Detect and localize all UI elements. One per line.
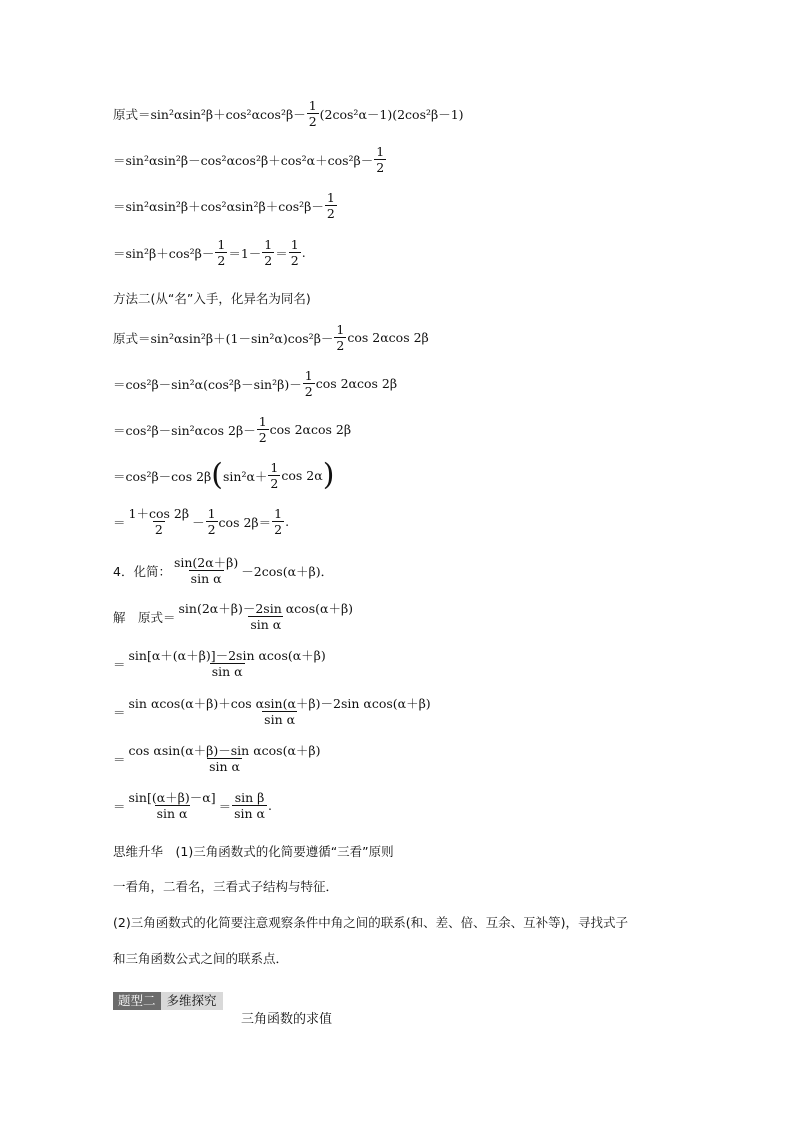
section-subtitle: 三角函数的求值: [241, 1012, 333, 1027]
expr: ＝cos²β－sin²α(cos²β－sin²β)－: [113, 376, 302, 392]
summary-line2: 一看角，二看名，三看式子结构与特征．: [113, 879, 339, 894]
section-tag-kind: 多维探究: [161, 992, 223, 1010]
fraction-half: $\frac{1}{2}$: [258, 414, 267, 445]
expr: (2cos²α－1)(2cos²β－1): [319, 106, 464, 122]
method2-line4: [113, 457, 335, 493]
fraction: $\frac{\text{sin β}}{\text{sin α}}$: [234, 790, 266, 821]
solution-label: 解 原式＝: [113, 609, 176, 625]
solution4-line2: [113, 648, 329, 679]
expr: ＝sin²β＋cos²β－: [113, 245, 215, 261]
solution4-line3: [113, 696, 434, 727]
method2-line1: [113, 322, 429, 353]
expr: ＝: [113, 751, 126, 767]
section-tag-type: 题型二: [113, 992, 161, 1010]
fraction-half: $\frac{1}{2}$: [326, 190, 335, 221]
method1-line1: [113, 98, 464, 129]
expr: ＝: [113, 656, 126, 672]
solution4-line4: [113, 743, 324, 774]
expr: .: [301, 245, 306, 260]
method2-line3: [113, 414, 351, 445]
expr: ＝1－: [228, 245, 262, 261]
fraction-half: $\frac{1}{2}$: [376, 144, 385, 175]
fraction: $\frac{1+\cos 2\beta}{2}$: [128, 506, 190, 537]
fraction: $\frac{\sin[(\alpha+\beta)-\alpha]}{\text{sin α}}$: [128, 790, 216, 821]
expr: ＝: [113, 798, 126, 814]
summary-line1: 思维升华 (1)三角函数式的化简要遵循“三看”原则: [113, 844, 394, 859]
expr: cos 2β＝: [218, 514, 272, 530]
fraction-half: $\frac{1}{2}$: [308, 98, 317, 129]
method2-line5: [113, 506, 289, 537]
expr: cos 2αcos 2β: [347, 330, 429, 345]
method1-line2: [113, 144, 387, 175]
expr: ＝cos²β－cos 2β: [113, 468, 212, 484]
fraction-half: $\frac{1}{2}$: [270, 460, 279, 491]
summary-line3: (2)三角函数式的化简要注意观察条件中角之间的联系(和、差、倍、互余、互补等)，寻找式子: [113, 915, 628, 930]
section-tag: [113, 992, 223, 1010]
method2-heading: 方法二(从“名”入手，化异名为同名): [113, 291, 311, 306]
expr: －2cos(α＋β)．: [241, 563, 334, 579]
fraction: $\frac{\sin(2\alpha+\beta)}{\text{sin α}}$: [173, 555, 239, 586]
expr: 原式＝sin²αsin²β＋cos²αcos²β－: [113, 106, 306, 122]
summary-line4: 和三角函数公式之间的联系点．: [113, 951, 289, 966]
fraction: $\frac{\text{sin(2α＋β)－2sin αcos(α＋β)}}{\text{sin α}}$: [178, 601, 354, 632]
solution4-line5: [113, 790, 272, 821]
expr: －: [192, 514, 205, 530]
expr: ＝sin²αsin²β－cos²αcos²β＋cos²α＋cos²β－: [113, 152, 374, 168]
fraction-half: $\frac{1}{2}$: [290, 237, 299, 268]
fraction-half: $\frac{1}{2}$: [264, 237, 273, 268]
expr: cos 2α: [281, 468, 323, 483]
fraction: $\frac{\text{cos αsin(α＋β)－sin αcos(α＋β)}}{\text{sin α}}$: [128, 743, 321, 774]
left-paren: (: [211, 457, 223, 493]
fraction: $\frac{\text{sin αcos(α＋β)＋cos αsin(α＋β)－2sin αcos(α＋β)}}{\text{sin α}}$: [128, 696, 431, 727]
method1-line3: [113, 190, 338, 221]
expr: ＝: [218, 798, 232, 814]
fraction: $\frac{\text{sin[α＋(α＋β)]－2sin αcos(α＋β)}}{\text{sin α}}$: [128, 648, 326, 679]
expr: sin²α＋: [223, 468, 268, 484]
expr: .: [285, 514, 290, 529]
problem4-statement: [113, 555, 333, 586]
expr: cos 2αcos 2β: [269, 422, 352, 437]
expr: .: [268, 798, 272, 813]
expr: ＝: [113, 514, 126, 530]
expr: ＝: [113, 704, 126, 720]
right-paren: ): [322, 457, 335, 493]
fraction-half: $\frac{1}{2}$: [207, 506, 216, 537]
expr: cos 2αcos 2β: [315, 376, 398, 391]
fraction-half: $\frac{1}{2}$: [274, 506, 283, 537]
expr: ＝: [275, 245, 288, 261]
expr: ＝sin²αsin²β＋cos²αsin²β＋cos²β－: [113, 198, 324, 214]
method1-line4: [113, 237, 306, 268]
fraction-half: $\frac{1}{2}$: [217, 237, 226, 268]
problem-label: 4．化简：: [113, 563, 171, 579]
expr: ＝cos²β－sin²αcos 2β－: [113, 422, 256, 438]
expr: 原式＝sin²αsin²β＋(1－sin²α)cos²β－: [113, 330, 334, 346]
fraction-half: $\frac{1}{2}$: [336, 322, 345, 353]
method2-line2: [113, 368, 397, 399]
solution4-line1: [113, 601, 356, 632]
fraction-half: $\frac{1}{2}$: [304, 368, 313, 399]
